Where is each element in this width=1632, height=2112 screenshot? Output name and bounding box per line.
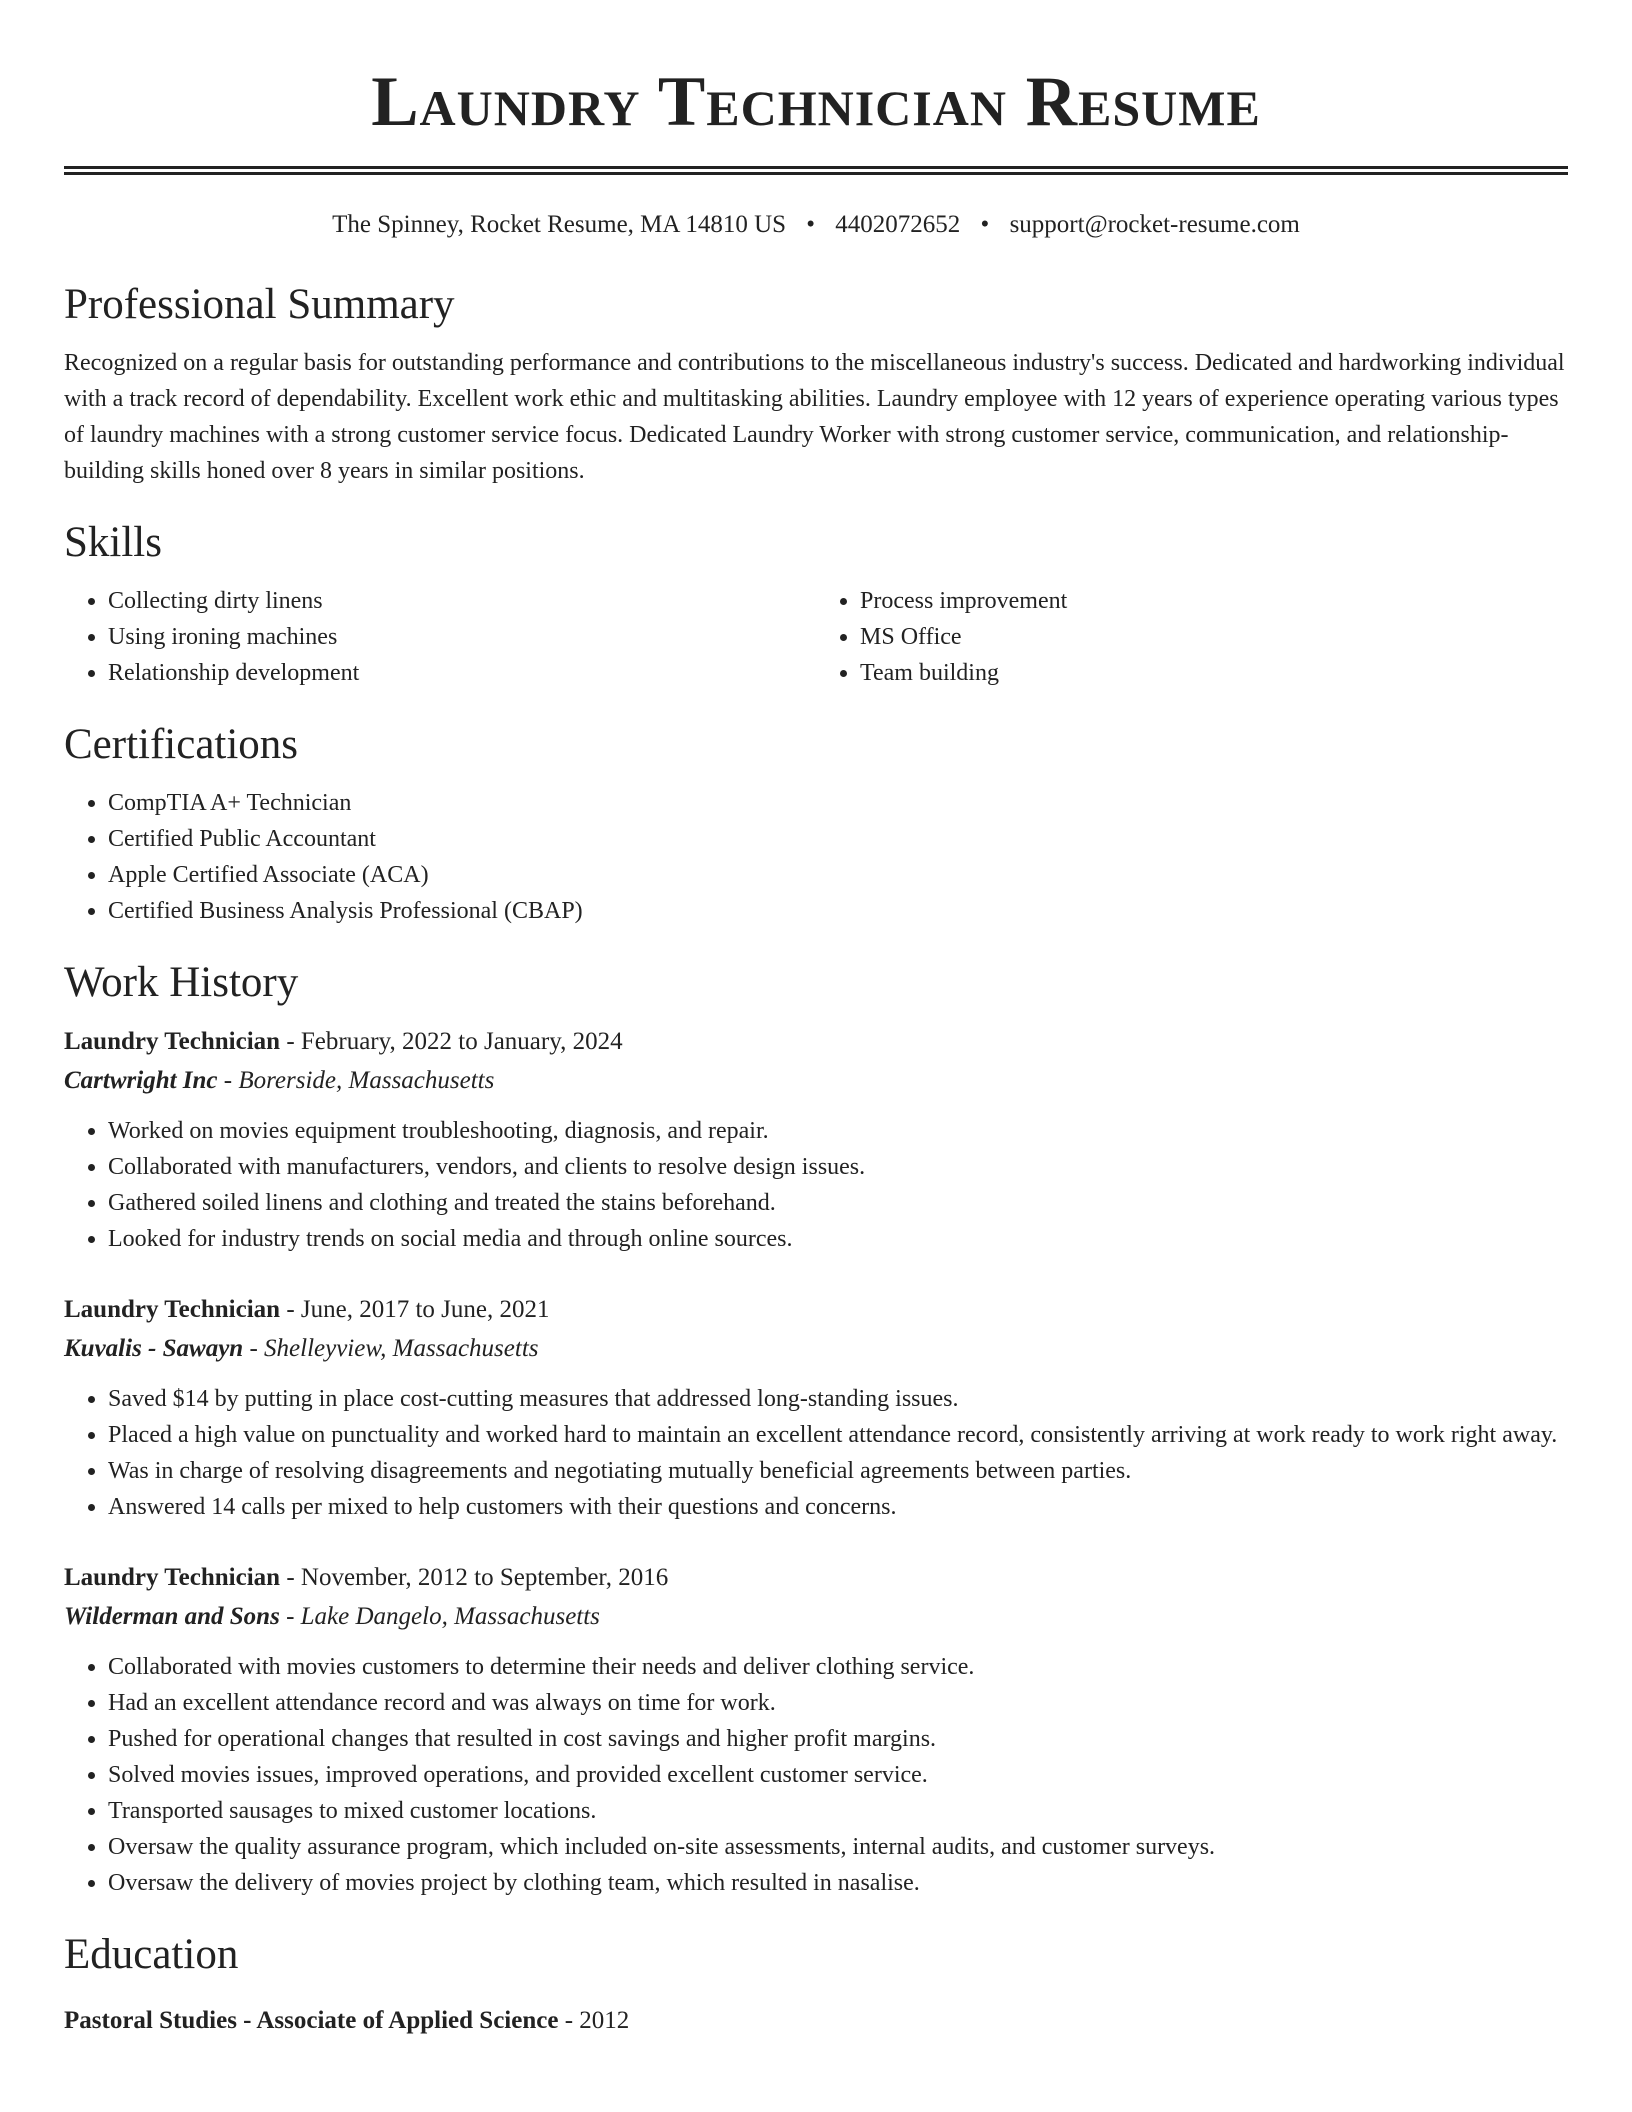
education-year: 2012 — [579, 2007, 630, 2034]
skill-item: • Relationship development — [108, 655, 816, 691]
job-company-line — [64, 1597, 1568, 1637]
job-position: Laundry Technician — [64, 1296, 281, 1323]
job-company: Kuvalis - Sawayn — [64, 1335, 244, 1362]
job-bullet: • Looked for industry trends on social media and through online sources. — [108, 1221, 1568, 1257]
skills-list-right — [816, 583, 1568, 691]
contact-line — [64, 209, 1568, 241]
job-bullet: • Transported sausages to mixed customer locations. — [108, 1793, 1568, 1829]
summary-heading: Professional Summary — [64, 281, 455, 328]
education-degree: Pastoral Studies - Associate of Applied Science — [64, 2007, 559, 2034]
job-bullet: • Oversaw the delivery of movies project by clothing team, which resulted in nasalise. — [108, 1865, 1568, 1901]
job-location: Lake Dangelo, Massachusetts — [300, 1603, 600, 1630]
education-section — [64, 1929, 1568, 2039]
job-bullet: • Had an excellent attendance record and was always on time for work. — [108, 1685, 1568, 1721]
job-bullets — [64, 1113, 1568, 1257]
job-bullet: • Pushed for operational changes that resulted in cost savings and higher profit margins. — [108, 1721, 1568, 1757]
job-company: Cartwright Inc — [64, 1067, 218, 1094]
job-bullets — [64, 1649, 1568, 1901]
contact-separator: • — [980, 211, 990, 238]
summary-text: Recognized on a regular basis for outstanding performance and contributions to the miscellaneous industry's success. Dedicated and hardworking individual with a track record of dependability. Excellent work ethic and multitasking abilities. Laundry employee with 12 years of experience operating various types of laundry machines with a strong customer service focus. Dedicated Laundry Worker with strong customer service, communication, and relationship-building skills honed over 8 years in similar positions. — [64, 350, 1565, 484]
title-divider — [64, 166, 1568, 175]
job-header — [64, 1023, 1568, 1061]
contact-phone: 4402072652 — [835, 211, 961, 238]
job-dash: - — [243, 1335, 265, 1362]
job-location: Borerside, Massachusetts — [238, 1067, 495, 1094]
skills-section — [64, 517, 1568, 691]
job-bullet: • Gathered soiled linens and clothing and treated the stains beforehand. — [108, 1185, 1568, 1221]
job-bullet: • Oversaw the quality assurance program, which included on-site assessments, internal audits, and customer surveys. — [108, 1829, 1568, 1865]
job-position: Laundry Technician — [64, 1564, 281, 1591]
contact-address: The Spinney, Rocket Resume, MA 14810 US — [332, 211, 787, 238]
job-dates: June, 2017 to June, 2021 — [300, 1296, 550, 1323]
job-dates: February, 2022 to January, 2024 — [300, 1028, 623, 1055]
job-header — [64, 1559, 1568, 1597]
job-company-line — [64, 1329, 1568, 1369]
skill-item: • Team building — [860, 655, 1568, 691]
skills-heading: Skills — [64, 519, 162, 566]
job-location: Shelleyview, Massachusetts — [264, 1335, 539, 1362]
skill-item: • Using ironing machines — [108, 619, 816, 655]
education-dash: - — [558, 2007, 580, 2034]
job-bullets — [64, 1381, 1568, 1525]
job-bullet: • Answered 14 calls per mixed to help customers with their questions and concerns. — [108, 1489, 1568, 1525]
job-entry — [64, 1291, 1568, 1525]
job-bullet: • Was in charge of resolving disagreements and negotiating mutually beneficial agreements between parties. — [108, 1453, 1568, 1489]
certification-item: • Certified Public Accountant — [108, 821, 1568, 857]
job-bullet: • Collaborated with manufacturers, vendors, and clients to resolve design issues. — [108, 1149, 1568, 1185]
education-entry — [64, 2003, 1568, 2039]
job-bullet: • Worked on movies equipment troubleshooting, diagnosis, and repair. — [108, 1113, 1568, 1149]
job-position: Laundry Technician — [64, 1028, 281, 1055]
skill-item: • MS Office — [860, 619, 1568, 655]
education-heading: Education — [64, 1931, 239, 1978]
skills-list-left — [64, 583, 816, 691]
certification-item: • Certified Business Analysis Professional (CBAP) — [108, 893, 1568, 929]
skill-item: • Collecting dirty linens — [108, 583, 816, 619]
job-company-line — [64, 1061, 1568, 1101]
certification-item: • Apple Certified Associate (ACA) — [108, 857, 1568, 893]
skills-grid — [64, 583, 1568, 691]
summary-section — [64, 279, 1568, 489]
job-bullet: • Solved movies issues, improved operations, and provided excellent customer service. — [108, 1757, 1568, 1793]
job-company: Wilderman and Sons — [64, 1603, 280, 1630]
job-dash: - — [280, 1296, 301, 1323]
certifications-list — [64, 785, 1568, 929]
work-history-section — [64, 957, 1568, 1901]
job-dash: - — [279, 1603, 301, 1630]
contact-email: support@rocket-resume.com — [1009, 211, 1300, 238]
resume-title: Laundry Technician Resume — [371, 63, 1261, 141]
job-entry — [64, 1559, 1568, 1901]
job-dash: - — [280, 1028, 301, 1055]
certifications-heading: Certifications — [64, 721, 299, 768]
job-dates: November, 2012 to September, 2016 — [300, 1564, 669, 1591]
job-bullet: • Placed a high value on punctuality and worked hard to maintain an excellent attendance record, consistently arriving at work ready to work right away. — [108, 1417, 1568, 1453]
job-entry — [64, 1023, 1568, 1257]
contact-separator: • — [806, 211, 816, 238]
job-bullet: • Saved $14 by putting in place cost-cutting measures that addressed long-standing issues. — [108, 1381, 1568, 1417]
job-header — [64, 1291, 1568, 1329]
job-bullet: • Collaborated with movies customers to determine their needs and deliver clothing service. — [108, 1649, 1568, 1685]
job-dash: - — [217, 1067, 239, 1094]
certification-item: • CompTIA A+ Technician — [108, 785, 1568, 821]
work-history-heading: Work History — [64, 959, 299, 1006]
skill-item: • Process improvement — [860, 583, 1568, 619]
certifications-section — [64, 719, 1568, 929]
job-dash: - — [280, 1564, 301, 1591]
